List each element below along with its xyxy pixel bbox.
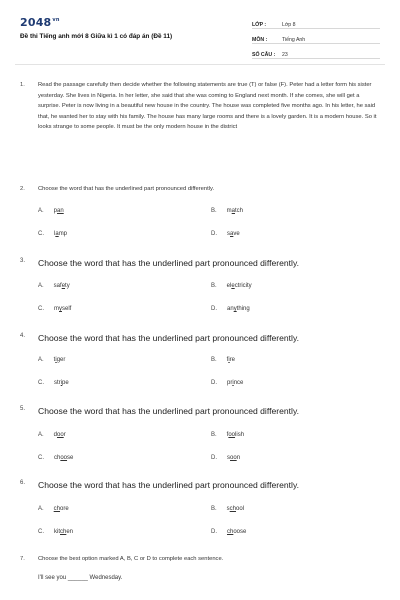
question-7 <box>20 554 380 565</box>
question-1 <box>20 80 380 133</box>
option-a[interactable]: A. tiger <box>38 357 66 363</box>
question-number: 7. <box>20 556 25 562</box>
question-3 <box>20 258 380 268</box>
option-d[interactable]: D. prince <box>211 380 244 386</box>
meta-row-count <box>252 44 380 59</box>
site-logo[interactable] <box>20 16 60 29</box>
option-a[interactable]: A. pan <box>38 208 64 214</box>
question-text: Choose the word that has the underlined part pronounced differently. <box>38 258 300 268</box>
option-b[interactable]: B. electricity <box>211 283 252 289</box>
option-c[interactable]: C. lamp <box>38 231 68 237</box>
sentence-blank: ______ <box>67 575 88 581</box>
option-a[interactable]: A. chore <box>38 506 69 512</box>
question-7-sentence <box>38 575 122 581</box>
logo-text: 2048 <box>20 16 52 29</box>
meta-value: 23 <box>282 52 288 58</box>
meta-label: SỐ CÂU : <box>252 52 276 58</box>
meta-row-class <box>252 14 380 29</box>
question-text: Choose the best option marked A, B, C or D to complete each sentence. <box>38 556 224 562</box>
question-4 <box>20 333 380 343</box>
exam-title: Đề thi Tiếng anh mới 8 Giữa kì 1 có đáp án (Đề 11) <box>20 33 173 40</box>
question-text: Choose the word that has the underlined part pronounced differently. <box>38 333 300 343</box>
question-text: Choose the word that has the underlined part pronounced differently. <box>38 186 215 192</box>
question-text: Choose the word that has the underlined part pronounced differently. <box>38 480 300 490</box>
option-d[interactable]: D. soon <box>211 455 241 461</box>
option-c[interactable]: C. myself <box>38 306 72 312</box>
question-5 <box>20 406 380 416</box>
option-b[interactable]: B. school <box>211 506 245 512</box>
question-number: 6. <box>20 480 26 486</box>
meta-label: MÔN : <box>252 37 268 43</box>
option-a[interactable]: A. safety <box>38 283 70 289</box>
option-a[interactable]: A. door <box>38 432 66 438</box>
option-d[interactable]: D. anything <box>211 306 250 312</box>
question-number: 3. <box>20 258 26 264</box>
meta-value: Lớp 8 <box>282 22 296 28</box>
question-6 <box>20 480 380 490</box>
logo-suffix: vn <box>52 17 60 24</box>
meta-value: Tiếng Anh <box>282 37 306 43</box>
meta-row-subject <box>252 29 380 44</box>
sentence-start: I'll see you <box>38 575 67 581</box>
question-2 <box>20 184 380 195</box>
question-text: Read the passage carefully then decide whether the following statements are true (T) or false (F). Peter had a letter form his sister yesterday. She lives in Nigeria. In her letter, she said that she was coming to England next month. If she comes, she will get a surprise. Peter is now living in a beautiful new house in the country. The house was completed five months ago. In his letter, he said that, he wanted her to stay with his family. The house has many large rooms and there is a lovely garden. It is a modern house. So it looks strange to some people. It must be the only modern house in the district <box>38 82 377 130</box>
exam-meta <box>252 14 380 59</box>
option-b[interactable]: B. fire <box>211 357 236 363</box>
option-d[interactable]: D. choose <box>211 529 247 535</box>
meta-label: LỚP : <box>252 22 267 28</box>
question-text: Choose the word that has the underlined part pronounced differently. <box>38 406 300 416</box>
question-number: 4. <box>20 333 26 339</box>
option-c[interactable]: C. choose <box>38 455 74 461</box>
sentence-end: Wednesday. <box>89 575 123 581</box>
page-header <box>0 0 400 60</box>
option-b[interactable]: B. match <box>211 208 244 214</box>
question-number: 5. <box>20 406 26 412</box>
option-b[interactable]: B. foolish <box>211 432 245 438</box>
option-c[interactable]: C. kitchen <box>38 529 74 535</box>
option-d[interactable]: D. save <box>211 231 240 237</box>
option-c[interactable]: C. stripe <box>38 380 69 386</box>
header-divider <box>15 64 385 65</box>
question-number: 2. <box>20 186 25 192</box>
question-number: 1. <box>20 82 25 88</box>
